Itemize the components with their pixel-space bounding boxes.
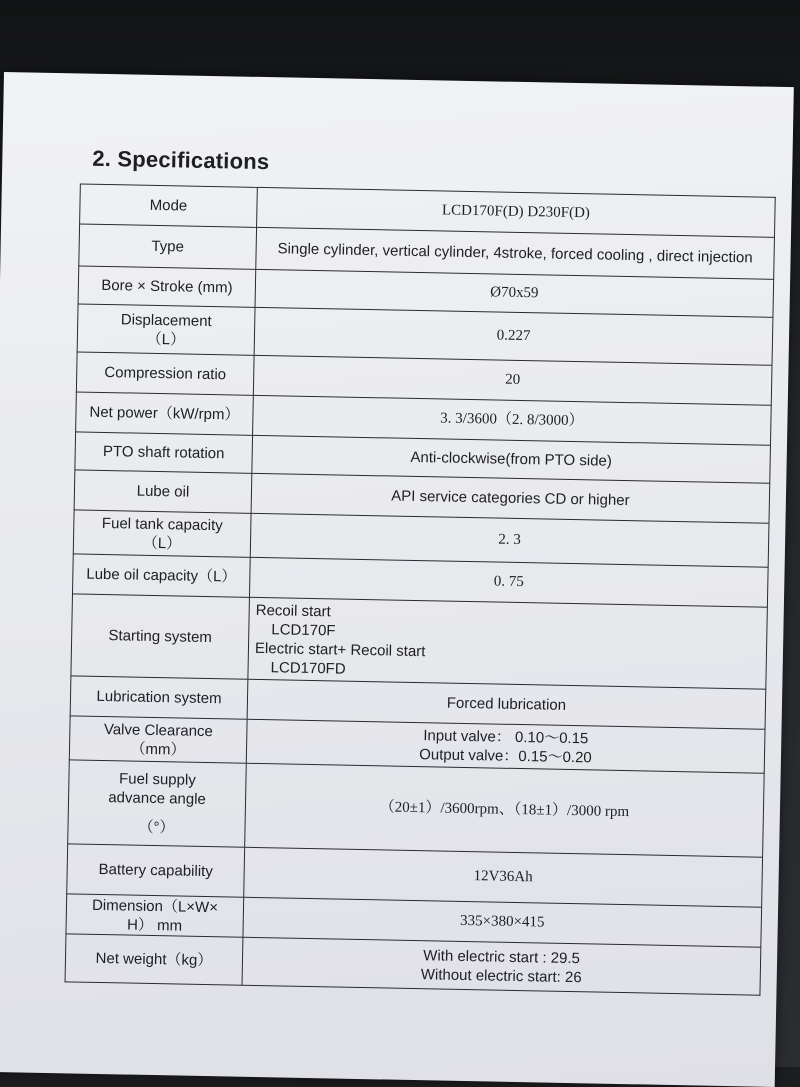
row-label-bore-stroke: Bore × Stroke (mm) bbox=[78, 266, 256, 307]
starting-line: LCD170FD bbox=[270, 658, 346, 678]
row-value-fuel-supply: （20±1）/3600rpm、（18±1）/3000 rpm bbox=[245, 763, 765, 857]
label-line: advance angle bbox=[108, 789, 207, 809]
table-row bbox=[71, 594, 767, 689]
row-value-net-power: 3. 3/3600（2. 8/3000） bbox=[253, 395, 772, 445]
row-value-lube-oil: API service categories CD or higher bbox=[251, 473, 770, 523]
row-label-starting-system: Starting system bbox=[71, 594, 250, 679]
label-line: Dimension（L×W× bbox=[91, 896, 219, 916]
page-title: 2. Specifications bbox=[92, 145, 270, 175]
row-label-pto-rotation: PTO shaft rotation bbox=[75, 432, 253, 473]
row-value-dimension: 335×380×415 bbox=[243, 897, 762, 947]
specifications-table bbox=[65, 183, 776, 995]
starting-line: Recoil start bbox=[255, 601, 331, 620]
row-label-battery: Battery capability bbox=[67, 844, 245, 897]
label-unit: （L） bbox=[146, 330, 186, 349]
row-label-lubrication: Lubrication system bbox=[70, 676, 248, 719]
label-unit: H） mm bbox=[126, 916, 183, 935]
row-label-fuel-supply bbox=[68, 760, 247, 847]
label-unit: （L） bbox=[142, 534, 182, 552]
starting-line: Electric start+ Recoil start bbox=[254, 639, 426, 660]
valve-input-line: Input valve： 0.10～0.15 bbox=[423, 726, 589, 747]
row-value-displacement: 0.227 bbox=[254, 307, 773, 365]
row-label-mode: Mode bbox=[80, 184, 258, 227]
row-value-battery: 12V36Ah bbox=[244, 847, 763, 907]
row-value-net-weight bbox=[242, 937, 761, 995]
row-value-type: Single cylinder, vertical cylinder, 4stroke, forced cooling , direct injection bbox=[256, 227, 775, 279]
row-value-pto-rotation: Anti-clockwise(from PTO side) bbox=[252, 435, 771, 483]
label-line: Fuel tank capacity bbox=[101, 514, 223, 534]
row-value-bore-stroke: Ø70x59 bbox=[255, 269, 774, 317]
row-label-net-power: Net power（kW/rpm） bbox=[76, 392, 254, 435]
row-label-fuel-tank bbox=[73, 510, 251, 557]
row-label-valve-clearance bbox=[69, 716, 247, 763]
row-label-displacement bbox=[77, 304, 255, 355]
label-line: Fuel supply bbox=[118, 770, 196, 789]
label-line: Valve Clearance bbox=[103, 720, 214, 740]
row-value-lubrication: Forced lubrication bbox=[247, 679, 766, 729]
paper-sheet bbox=[0, 72, 794, 1087]
label-line: Displacement bbox=[120, 310, 212, 330]
row-value-mode: LCD170F(D) D230F(D) bbox=[257, 187, 776, 237]
label-unit: （°） bbox=[138, 818, 175, 837]
row-label-net-weight: Net weight（kg） bbox=[65, 934, 243, 985]
starting-line: LCD170F bbox=[271, 620, 336, 639]
row-label-lube-oil: Lube oil bbox=[74, 470, 252, 513]
row-label-lube-oil-capacity: Lube oil capacity（L） bbox=[72, 554, 250, 597]
row-label-dimension bbox=[66, 894, 244, 937]
row-value-lube-oil-capacity: 0. 75 bbox=[249, 557, 768, 607]
weight-line: With electric start : 29.5 bbox=[423, 946, 581, 967]
label-unit: （mm） bbox=[130, 740, 186, 759]
row-label-type: Type bbox=[79, 224, 257, 269]
row-value-compression: 20 bbox=[253, 355, 772, 405]
row-value-fuel-tank: 2. 3 bbox=[250, 513, 769, 567]
valve-output-line: Output valve：0.15～0.20 bbox=[419, 745, 592, 766]
weight-line: Without electric start: 26 bbox=[420, 965, 582, 986]
row-value-starting-system bbox=[248, 597, 767, 689]
row-label-compression: Compression ratio bbox=[76, 352, 254, 395]
table-row bbox=[68, 760, 764, 857]
